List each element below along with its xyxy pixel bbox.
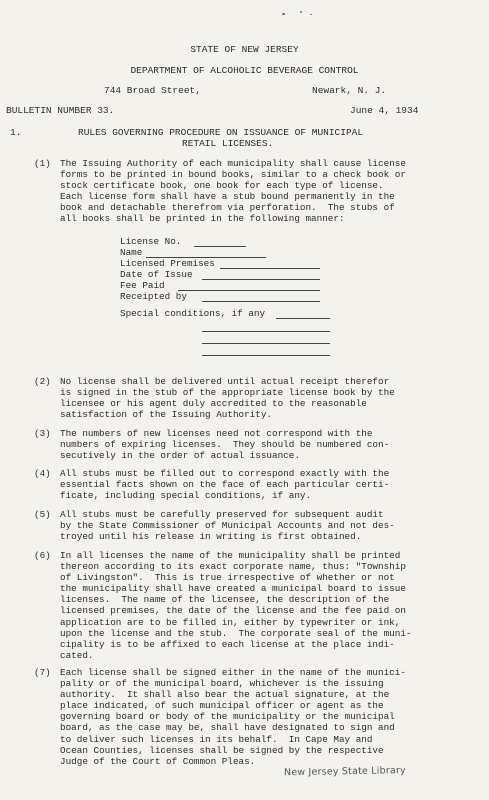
section-title-line1: RULES GOVERNING PROCEDURE ON ISSUANCE OF MUNICIPAL xyxy=(78,127,364,138)
bulletin-date: June 4, 1934 xyxy=(350,105,419,116)
rule-number: (5) xyxy=(34,509,51,520)
stub-date-label: Date of Issue xyxy=(120,269,193,280)
department-heading: DEPARTMENT OF ALCOHOLIC BEVERAGE CONTROL xyxy=(130,65,359,76)
rule-text: No license shall be delivered until actual receipt therefor is signed in the stub of the appropriate license book by the licensee or his agent duly accredited to the reasonable satisfaction of the Issuing Authority. xyxy=(60,376,395,421)
stub-fee-blank xyxy=(178,290,320,291)
stub-license-no-label: License No. xyxy=(120,236,182,247)
rule-number: (1) xyxy=(34,158,51,169)
stub-name-label: Name xyxy=(120,247,143,258)
rule-text: The numbers of new licenses need not correspond with the numbers of expiring licenses. They should be numbered con- secutively in the order of actual issuance. xyxy=(60,428,390,462)
stub-receipted-blank xyxy=(202,301,320,302)
rule-text: In all licenses the name of the municipality shall be printed thereon according to its exact corporate name, thus: "Township of Livingston". This is true irrespective of whether or not the municipality shall have created a municipal board to issue licenses. The name of the licensee, the description of the licensed premises, the date of the license and the fee paid on application are to be filled in, either by typewriter or ink, upon the license and the stub. The corporate seal of the muni- cipality is to be affixed to each license at the place indi- cated. xyxy=(60,550,412,661)
stub-license-no-blank xyxy=(194,246,246,247)
rule-number: (3) xyxy=(34,428,51,439)
rule-number: (2) xyxy=(34,376,51,387)
stub-special-blank-2 xyxy=(202,331,330,332)
city-address: Newark, N. J. xyxy=(312,85,387,96)
library-stamp: New Jersey State Library xyxy=(283,765,406,779)
stub-receipted-label: Receipted by xyxy=(120,291,187,302)
rule-text: All stubs must be filled out to correspond exactly with the essential facts shown on the face of each particular certi- ficate, including special conditions, if any. xyxy=(60,468,390,502)
scan-speck xyxy=(310,14,312,15)
stub-fee-label: Fee Paid xyxy=(120,280,165,291)
state-heading: STATE OF NEW JERSEY xyxy=(190,44,299,55)
section-number: 1. xyxy=(10,127,22,138)
rule-number: (7) xyxy=(34,667,51,678)
section-title-line2: RETAIL LICENSES. xyxy=(182,138,274,149)
stub-special-blank xyxy=(276,318,330,319)
rule-number: (4) xyxy=(34,468,51,479)
rule-text: All stubs must be carefully preserved for subsequent audit by the State Commissioner of Municipal Accounts and not des- troyed until his release in writing is first obtained. xyxy=(60,509,395,543)
stub-special-label: Special conditions, if any xyxy=(120,308,266,319)
scan-speck xyxy=(300,11,302,13)
scan-speck xyxy=(282,13,285,15)
stub-special-blank-4 xyxy=(202,355,330,356)
stub-date-blank xyxy=(202,279,320,280)
street-address: 744 Broad Street, xyxy=(104,85,201,96)
bulletin-number: BULLETIN NUMBER 33. xyxy=(6,105,115,116)
rule-number: (6) xyxy=(34,550,51,561)
rule-text: The Issuing Authority of each municipality shall cause license forms to be printed in bound books, similar to a check book or stock certificate book, one book for each type of license. Each license form shall have a stub bound permanently in the book and detachable therefrom via perforation. The stubs of all books shall be printed in the following manner: xyxy=(60,158,406,225)
stub-premises-label: Licensed Premises xyxy=(120,258,215,269)
rule-text: Each license shall be signed either in the name of the munici- pality or of the municipal board, whichever is the issuing authority. It shall also bear the actual signature, at the place indicated, of such municipal officer or agent as the governing board or body of the municipality or the municipal board, as the case may be, shall have designated to sign and to deliver such licenses in its behalf. In Cape May and Ocean Counties, licenses shall be signed by the respective Judge of the Court of Common Pleas. xyxy=(60,667,406,767)
stub-premises-blank xyxy=(220,268,320,269)
stub-special-blank-3 xyxy=(202,343,330,344)
